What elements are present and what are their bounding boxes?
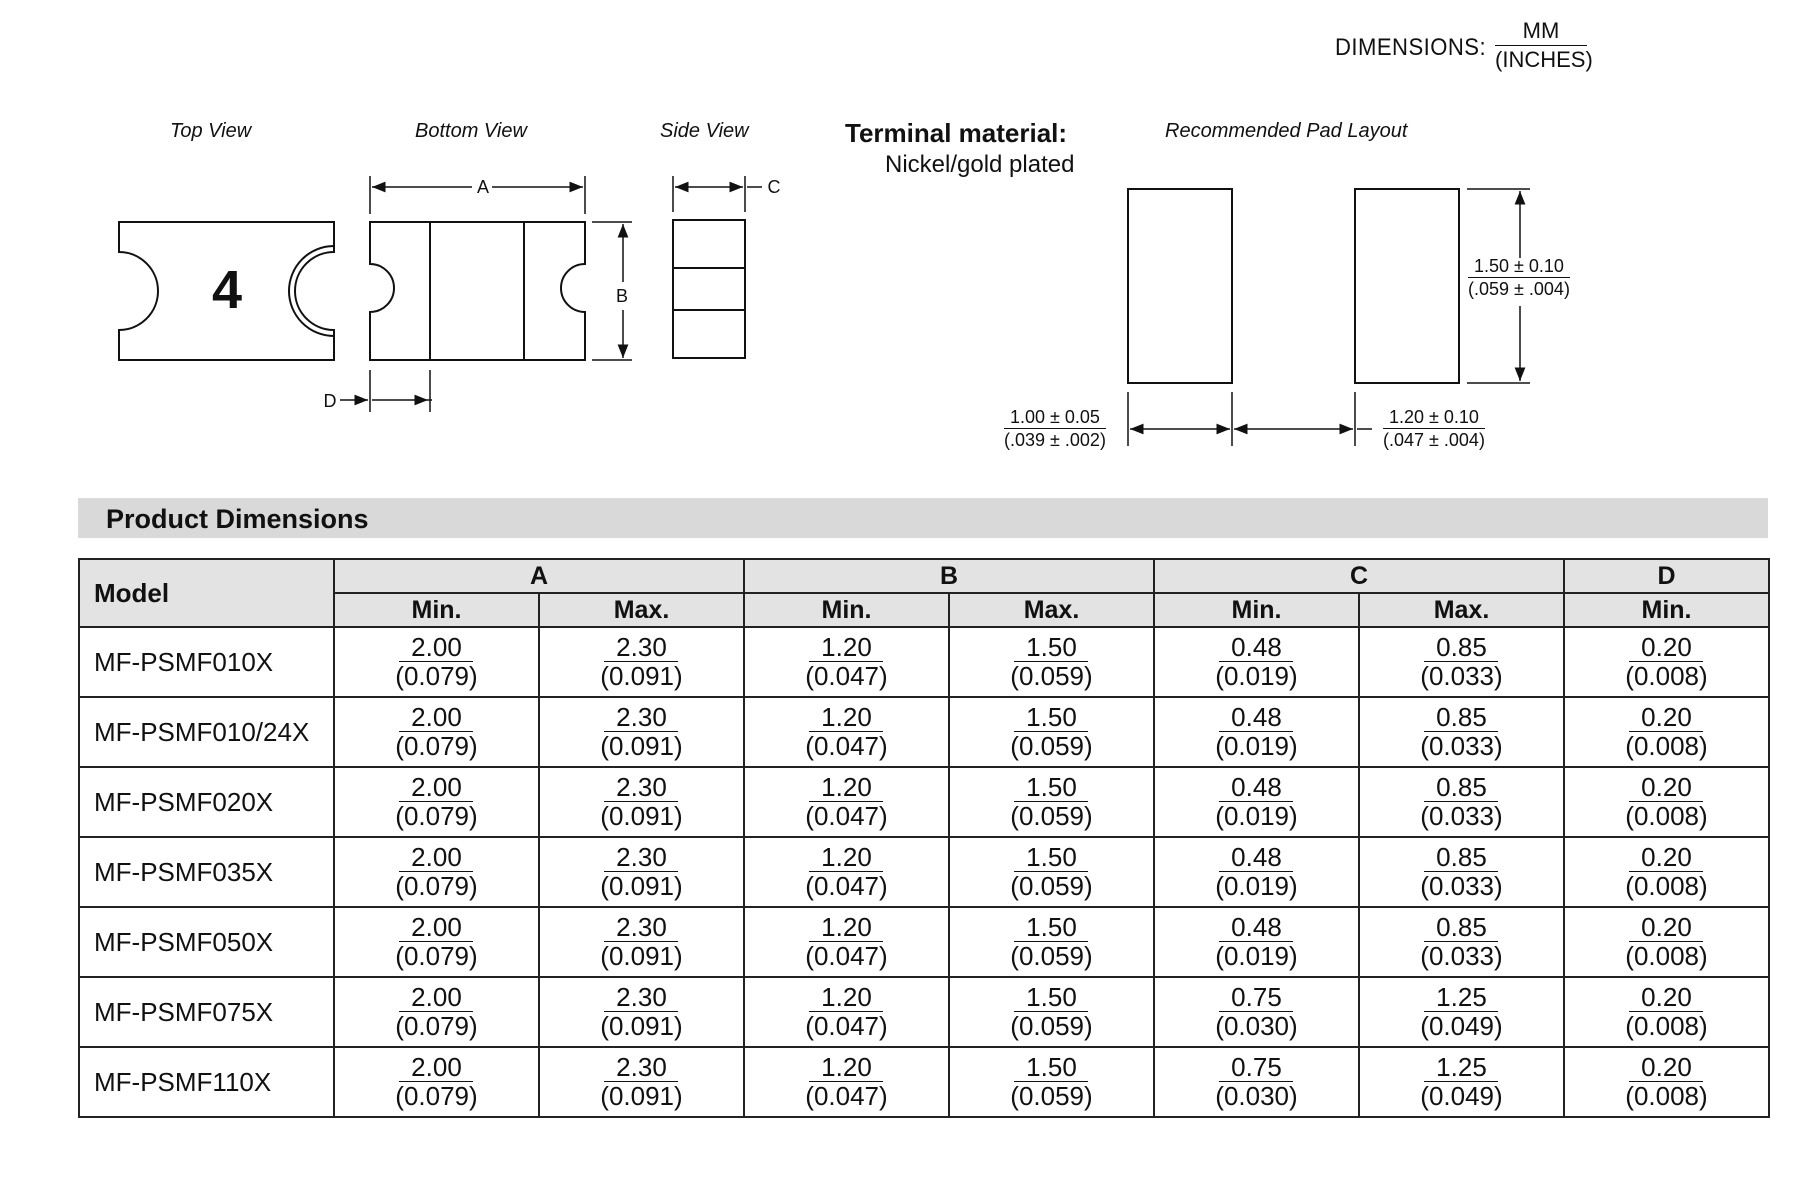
a-min-cell (334, 977, 539, 1047)
value-mm: 0.48 (1219, 843, 1293, 872)
table-row (79, 837, 1769, 907)
value-inches: (0.091) (600, 870, 683, 901)
dimension-value (1420, 703, 1502, 760)
pad-width-mm: 1.00 ± 0.05 (1004, 406, 1106, 429)
b-max-header: Max. (949, 593, 1154, 627)
value-inches: (0.033) (1420, 870, 1503, 901)
dimension-value (1625, 1053, 1707, 1110)
value-mm: 1.25 (1424, 983, 1498, 1012)
dimension-value (805, 1053, 887, 1110)
value-mm: 0.20 (1629, 773, 1703, 802)
dim-letter-a: A (476, 177, 490, 197)
group-header-b: B (744, 559, 1154, 593)
value-mm: 0.48 (1219, 633, 1293, 662)
d-min-cell (1564, 767, 1769, 837)
b-max-cell (949, 1047, 1154, 1117)
value-mm: 2.00 (399, 703, 473, 732)
value-inches: (0.079) (395, 660, 478, 691)
a-max-header: Max. (539, 593, 744, 627)
value-inches: (0.033) (1420, 730, 1503, 761)
pad-layout-title: Recommended Pad Layout (1165, 120, 1408, 142)
dimension-value (600, 983, 682, 1040)
c-min-cell (1154, 977, 1359, 1047)
value-inches: (0.019) (1215, 940, 1298, 971)
value-inches: (0.047) (805, 940, 888, 971)
dimension-value (600, 703, 682, 760)
dimension-value (805, 773, 887, 830)
c-max-cell (1359, 977, 1564, 1047)
b-min-cell (744, 627, 949, 697)
terminal-material-value: Nickel/gold plated (885, 151, 1075, 178)
b-min-cell (744, 697, 949, 767)
value-inches: (0.079) (395, 940, 478, 971)
dimension-value (805, 983, 887, 1040)
value-mm: 2.00 (399, 843, 473, 872)
c-max-cell (1359, 907, 1564, 977)
c-max-cell (1359, 837, 1564, 907)
model-cell: MF-PSMF110X (79, 1047, 334, 1117)
value-inches: (0.019) (1215, 870, 1298, 901)
table-row (79, 1047, 1769, 1117)
b-min-cell (744, 1047, 949, 1117)
value-inches: (0.047) (805, 800, 888, 831)
a-max-cell (539, 767, 744, 837)
terminal-material-title: Terminal material: (845, 118, 1068, 148)
model-cell: MF-PSMF035X (79, 837, 334, 907)
b-max-cell (949, 767, 1154, 837)
dimension-value (1625, 773, 1707, 830)
value-mm: 0.20 (1629, 913, 1703, 942)
dimension-value (805, 703, 887, 760)
value-mm: 0.85 (1424, 773, 1498, 802)
value-inches: (0.008) (1625, 800, 1708, 831)
model-cell: MF-PSMF050X (79, 907, 334, 977)
value-mm: 2.30 (604, 703, 678, 732)
pad-gap-dimension (1383, 406, 1485, 451)
dimension-value (1215, 983, 1297, 1040)
group-header-c: C (1154, 559, 1564, 593)
d-min-cell (1564, 627, 1769, 697)
value-inches: (0.008) (1625, 1080, 1708, 1111)
value-inches: (0.059) (1010, 800, 1093, 831)
value-mm: 2.30 (604, 843, 678, 872)
value-inches: (0.059) (1010, 870, 1093, 901)
a-min-header: Min. (334, 593, 539, 627)
a-min-cell (334, 1047, 539, 1117)
value-mm: 2.00 (399, 633, 473, 662)
dim-letter-d: D (323, 391, 337, 411)
dimension-value (1625, 913, 1707, 970)
dimension-value (1625, 843, 1707, 900)
model-cell: MF-PSMF020X (79, 767, 334, 837)
pad-width-in: (.039 ± .002) (1004, 430, 1106, 450)
b-max-cell (949, 977, 1154, 1047)
table-row (79, 977, 1769, 1047)
value-inches: (0.091) (600, 730, 683, 761)
value-inches: (0.079) (395, 1080, 478, 1111)
value-inches: (0.091) (600, 1080, 683, 1111)
section-header (78, 498, 1768, 538)
d-min-cell (1564, 837, 1769, 907)
d-min-cell (1564, 1047, 1769, 1117)
model-header: Model (79, 559, 334, 627)
dimension-value (1420, 843, 1502, 900)
value-mm: 2.30 (604, 1053, 678, 1082)
dimension-value (1625, 983, 1707, 1040)
d-min-cell (1564, 697, 1769, 767)
b-min-header: Min. (744, 593, 949, 627)
dim-letter-c: C (767, 177, 781, 197)
value-inches: (0.079) (395, 870, 478, 901)
b-min-cell (744, 837, 949, 907)
dimension-value (805, 843, 887, 900)
dimension-value (395, 983, 477, 1040)
value-inches: (0.047) (805, 870, 888, 901)
dimension-value (1215, 843, 1297, 900)
value-mm: 0.20 (1629, 843, 1703, 872)
d-min-cell (1564, 977, 1769, 1047)
dimension-value (600, 1053, 682, 1110)
dimension-value (1420, 913, 1502, 970)
value-inches: (0.008) (1625, 940, 1708, 971)
value-mm: 0.20 (1629, 983, 1703, 1012)
model-cell: MF-PSMF075X (79, 977, 334, 1047)
dimension-value (1420, 773, 1502, 830)
c-min-cell (1154, 1047, 1359, 1117)
value-inches: (0.047) (805, 730, 888, 761)
d-min-header: Min. (1564, 593, 1769, 627)
value-mm: 1.50 (1014, 983, 1088, 1012)
b-max-cell (949, 697, 1154, 767)
b-max-cell (949, 907, 1154, 977)
a-max-cell (539, 837, 744, 907)
dimension-value (1420, 1053, 1502, 1110)
product-dimensions-table (78, 558, 1770, 1118)
dimension-value (1215, 913, 1297, 970)
value-inches: (0.019) (1215, 660, 1298, 691)
dimension-value (1010, 773, 1092, 830)
value-mm: 1.20 (809, 773, 883, 802)
a-max-cell (539, 697, 744, 767)
dimension-value (1215, 773, 1297, 830)
value-inches: (0.059) (1010, 1080, 1093, 1111)
value-inches: (0.030) (1215, 1010, 1298, 1041)
value-inches: (0.008) (1625, 660, 1708, 691)
dimension-value (1215, 1053, 1297, 1110)
dimension-value (395, 773, 477, 830)
value-mm: 1.20 (809, 1053, 883, 1082)
b-min-cell (744, 767, 949, 837)
dimension-value (600, 913, 682, 970)
table-row (79, 907, 1769, 977)
dimension-value (1215, 703, 1297, 760)
value-mm: 0.48 (1219, 703, 1293, 732)
pad-height-in: (.059 ± .004) (1468, 279, 1570, 299)
pad-height-dimension (1468, 255, 1570, 300)
dimension-value (1625, 633, 1707, 690)
dimension-value (1010, 633, 1092, 690)
value-inches: (0.008) (1625, 730, 1708, 761)
value-inches: (0.033) (1420, 800, 1503, 831)
pad-height-mm: 1.50 ± 0.10 (1468, 255, 1570, 278)
value-inches: (0.019) (1215, 730, 1298, 761)
value-inches: (0.079) (395, 800, 478, 831)
value-mm: 0.85 (1424, 843, 1498, 872)
c-min-cell (1154, 627, 1359, 697)
value-mm: 1.20 (809, 633, 883, 662)
value-inches: (0.030) (1215, 1080, 1298, 1111)
dimension-value (395, 1053, 477, 1110)
dimension-value (600, 843, 682, 900)
dimension-value (395, 633, 477, 690)
dimension-value (395, 913, 477, 970)
value-inches: (0.033) (1420, 940, 1503, 971)
value-mm: 0.20 (1629, 633, 1703, 662)
a-min-cell (334, 627, 539, 697)
b-max-cell (949, 627, 1154, 697)
c-min-cell (1154, 837, 1359, 907)
value-inches: (0.059) (1010, 1010, 1093, 1041)
dimension-value (395, 703, 477, 760)
b-min-cell (744, 907, 949, 977)
pad-gap-in: (.047 ± .004) (1383, 430, 1485, 450)
value-inches: (0.008) (1625, 1010, 1708, 1041)
value-mm: 1.20 (809, 913, 883, 942)
value-inches: (0.049) (1420, 1080, 1503, 1111)
value-mm: 1.20 (809, 703, 883, 732)
dimension-value (395, 843, 477, 900)
side-view-drawing (673, 176, 762, 358)
c-min-cell (1154, 767, 1359, 837)
group-header-d: D (1564, 559, 1769, 593)
dimension-value (1420, 983, 1502, 1040)
a-max-cell (539, 627, 744, 697)
d-min-cell (1564, 907, 1769, 977)
c-min-header: Min. (1154, 593, 1359, 627)
value-inches: (0.033) (1420, 660, 1503, 691)
value-mm: 2.30 (604, 633, 678, 662)
dimension-value (805, 633, 887, 690)
dimension-value (1010, 913, 1092, 970)
dimension-value (1420, 633, 1502, 690)
table-body (79, 627, 1769, 1117)
value-inches: (0.047) (805, 1010, 888, 1041)
value-mm: 0.75 (1219, 983, 1293, 1012)
c-max-cell (1359, 767, 1564, 837)
group-header-a: A (334, 559, 744, 593)
value-inches: (0.047) (805, 1080, 888, 1111)
a-min-cell (334, 837, 539, 907)
dim-letter-b: B (615, 286, 629, 306)
c-min-cell (1154, 907, 1359, 977)
dimension-value (1010, 843, 1092, 900)
a-min-cell (334, 697, 539, 767)
unit-inches: (INCHES) (1495, 47, 1593, 72)
value-mm: 1.50 (1014, 703, 1088, 732)
value-mm: 1.50 (1014, 773, 1088, 802)
value-mm: 2.30 (604, 913, 678, 942)
c-min-cell (1154, 697, 1359, 767)
table-row (79, 627, 1769, 697)
value-mm: 1.50 (1014, 843, 1088, 872)
value-mm: 1.50 (1014, 1053, 1088, 1082)
value-inches: (0.008) (1625, 870, 1708, 901)
value-mm: 2.30 (604, 773, 678, 802)
pad-width-dimension (1004, 406, 1106, 451)
bottom-view-title: Bottom View (415, 120, 527, 142)
value-inches: (0.079) (395, 730, 478, 761)
value-mm: 2.00 (399, 913, 473, 942)
value-mm: 2.00 (399, 983, 473, 1012)
value-inches: (0.019) (1215, 800, 1298, 831)
value-inches: (0.091) (600, 940, 683, 971)
dimension-value (600, 633, 682, 690)
value-inches: (0.059) (1010, 660, 1093, 691)
value-mm: 1.20 (809, 983, 883, 1012)
c-max-cell (1359, 697, 1564, 767)
value-inches: (0.079) (395, 1010, 478, 1041)
value-mm: 1.50 (1014, 913, 1088, 942)
value-mm: 1.20 (809, 843, 883, 872)
section-title: Product Dimensions (106, 504, 369, 534)
value-inches: (0.091) (600, 800, 683, 831)
dimension-value (1010, 983, 1092, 1040)
dimension-value (1625, 703, 1707, 760)
a-max-cell (539, 907, 744, 977)
a-min-cell (334, 767, 539, 837)
table-row (79, 697, 1769, 767)
unit-mm: MM (1495, 18, 1587, 46)
b-min-cell (744, 977, 949, 1047)
mechanical-drawing (0, 0, 1818, 500)
side-view-title: Side View (660, 120, 749, 142)
dimension-value (1215, 633, 1297, 690)
model-cell: MF-PSMF010X (79, 627, 334, 697)
dimensions-label: DIMENSIONS: (1335, 34, 1487, 61)
c-max-cell (1359, 627, 1564, 697)
dimension-value (600, 773, 682, 830)
value-mm: 0.48 (1219, 773, 1293, 802)
value-inches: (0.047) (805, 660, 888, 691)
a-max-cell (539, 1047, 744, 1117)
bottom-view-drawing (340, 176, 632, 412)
device-marking: 4 (211, 260, 243, 320)
value-mm: 1.50 (1014, 633, 1088, 662)
table-row (79, 767, 1769, 837)
value-mm: 2.00 (399, 773, 473, 802)
c-max-header: Max. (1359, 593, 1564, 627)
value-mm: 0.20 (1629, 703, 1703, 732)
value-mm: 0.48 (1219, 913, 1293, 942)
dimension-value (805, 913, 887, 970)
value-mm: 0.20 (1629, 1053, 1703, 1082)
value-inches: (0.091) (600, 1010, 683, 1041)
value-inches: (0.059) (1010, 730, 1093, 761)
value-inches: (0.091) (600, 660, 683, 691)
b-max-cell (949, 837, 1154, 907)
value-mm: 0.85 (1424, 633, 1498, 662)
a-min-cell (334, 907, 539, 977)
value-mm: 1.25 (1424, 1053, 1498, 1082)
value-mm: 0.85 (1424, 703, 1498, 732)
model-cell: MF-PSMF010/24X (79, 697, 334, 767)
value-inches: (0.059) (1010, 940, 1093, 971)
value-mm: 0.85 (1424, 913, 1498, 942)
value-mm: 0.75 (1219, 1053, 1293, 1082)
dimension-value (1010, 703, 1092, 760)
top-view-title: Top View (170, 120, 252, 142)
a-max-cell (539, 977, 744, 1047)
value-mm: 2.30 (604, 983, 678, 1012)
value-inches: (0.049) (1420, 1010, 1503, 1041)
c-max-cell (1359, 1047, 1564, 1117)
pad-gap-mm: 1.20 ± 0.10 (1383, 406, 1485, 429)
dimension-value (1010, 1053, 1092, 1110)
value-mm: 2.00 (399, 1053, 473, 1082)
